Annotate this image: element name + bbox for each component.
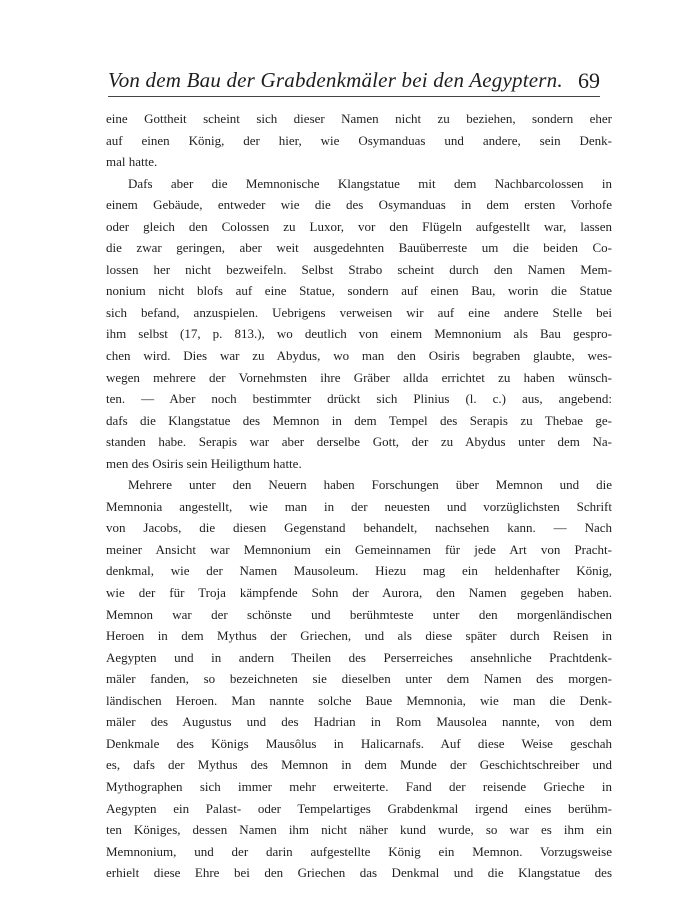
text-line: Memnon war der schönste und berühmteste unter den morgenländischen [106, 606, 612, 622]
text-line: erhielt diese Ehre bei den Griechen das Denkmal und die Klangstatue des [106, 865, 612, 881]
text-line: die zwar geringen, aber weit ausgedehnten Bauüberreste um die beiden Co- [106, 240, 612, 256]
text-line: meiner Ansicht war Memnonium ein Gemeinnamen für jede Art von Pracht- [106, 541, 612, 557]
text-line: chen wird. Dies war zu Abydus, wo man den Osiris begraben glaubte, wes- [106, 348, 612, 364]
text-line: eine Gottheit scheint sich dieser Namen nicht zu beziehen, sondern eher [106, 111, 612, 126]
text-line: standen habe. Serapis war aber derselbe Gott, der zu Abydus unter dem Na- [106, 434, 612, 450]
running-title: Von dem Bau der Grabdenkmäler bei den Aegyptern. [108, 68, 563, 92]
text-line: Heroen in dem Mythus der Griechen, und als diese später durch Reisen in [106, 628, 612, 644]
text-line: von Jacobs, die diesen Gegenstand behandelt, nachsehen kann. — Nach [106, 520, 612, 536]
text-line: sich befand, anzuspielen. Uebrigens verweisen wir auf eine andere Stelle bei [106, 304, 612, 320]
text-line: Memnonium, und der darin aufgestellte König ein Memnon. Vorzugsweise [106, 843, 612, 859]
text-line: Aegypten und in andern Theilen des Perserreiches ansehnliche Prachtdenk- [106, 649, 612, 665]
text-line: wegen mehrere der Vornehmsten ihre Gräber allda errichtet zu haben wünsch- [106, 369, 612, 385]
text-line: Dafs aber die Memnonische Klangstatue mit dem Nachbarcolossen in [128, 175, 612, 191]
text-line: ten. — Aber noch bestimmter drückt sich Plinius (l. c.) aus, angebend: [106, 391, 612, 407]
text-line: Memnonia angestellt, wie man in der neuesten und vorzüglichsten Schrift [106, 498, 612, 514]
text-line: ländischen Heroen. Man nannte solche Baue Memnonia, wie man die Denk- [106, 692, 612, 708]
text-line: ten Königes, dessen Namen ihm nicht näher kund wurde, so war es ihm ein [106, 822, 612, 838]
text-line: es, dafs der Mythus des Memnon in dem Munde der Geschichtschreiber und [106, 757, 612, 773]
text-line: auf einen König, der hier, wie Osymanduas und andere, sein Denk- [106, 132, 612, 148]
page-number: 69 [578, 68, 600, 93]
text-line: dafs die Klangstatue des Memnon in dem Tempel des Serapis zu Thebae ge- [106, 412, 612, 428]
text-line: mäler fanden, so bezeichneten sie dieselben unter dem Namen des morgen- [106, 671, 612, 687]
text-line: ihm selbst (17, p. 813.), wo deutlich von einem Memnonium als Bau gespro- [106, 326, 612, 342]
text-line: mäler des Augustus und des Hadrian in Rom Mausolea nannte, von dem [106, 714, 612, 730]
text-line: Aegypten ein Palast- oder Tempelartiges Grabdenkmal irgend eines berühm- [106, 800, 612, 816]
text-line: nonium nicht blofs auf eine Statue, sondern auf einen Bau, worin die Statue [106, 283, 612, 299]
running-head [108, 66, 600, 97]
text-line: lossen her nicht bezweifeln. Selbst Strabo scheint durch den Namen Mem- [106, 261, 612, 277]
text-line: wie der für Troja kämpfende Sohn der Aurora, den Namen gegeben haben. [106, 585, 612, 601]
text-line: Mythographen sich immer mehr erweiterte. Fand der reisende Grieche in [106, 778, 612, 794]
text-line: men des Osiris sein Heiligthum hatte. [106, 455, 302, 471]
text-line: denkmal, wie der Namen Mausoleum. Hiezu mag ein heldenhafter König, [106, 563, 612, 579]
body-text [106, 108, 612, 884]
text-line: oder gleich den Colossen zu Luxor, vor den Flügeln aufgestellt war, lassen [106, 218, 612, 234]
text-line: einem Gebäude, entweder wie die des Osymanduas in dem ersten Vorhofe [106, 197, 612, 213]
text-line: Mehrere unter den Neuern haben Forschungen über Memnon und die [128, 477, 612, 493]
text-line: Denkmale des Königs Mausôlus in Halicarnafs. Auf diese Weise geschah [106, 735, 612, 751]
text-line: mal hatte. [106, 154, 158, 170]
